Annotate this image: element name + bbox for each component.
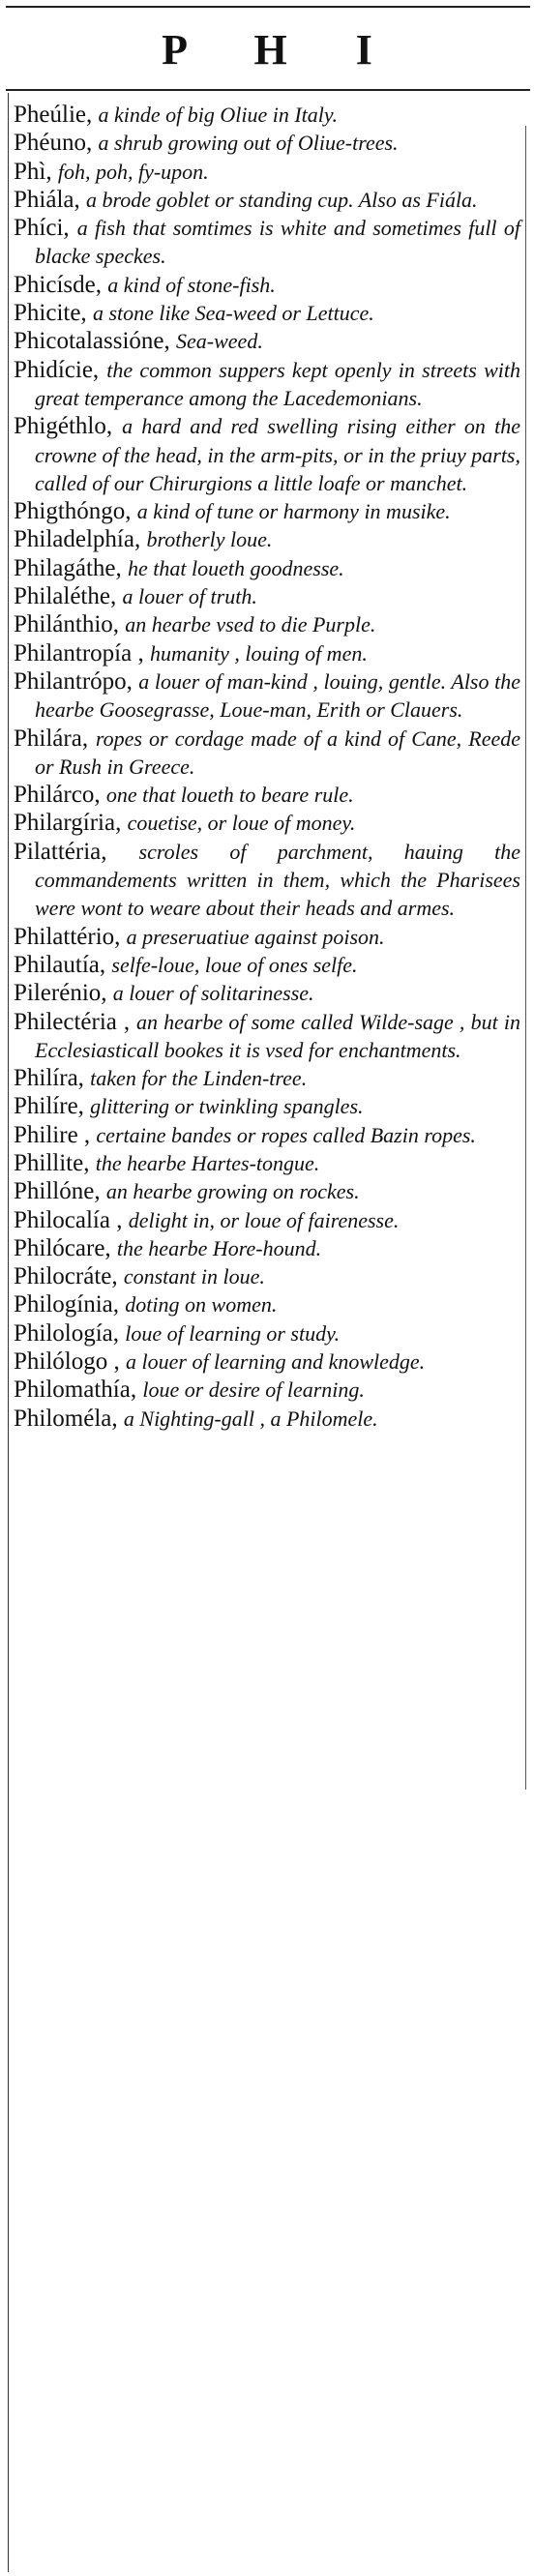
entry-definition: selfe-loue, loue of ones selfe. — [111, 952, 358, 977]
entry-definition: a louer of learning and knowledge. — [126, 1349, 426, 1375]
dictionary-entry — [14, 101, 520, 129]
top-rule — [6, 6, 530, 8]
dictionary-entry — [14, 1177, 520, 1205]
entry-headword: Phiála, — [14, 186, 86, 213]
dictionary-entry — [14, 554, 520, 582]
entry-definition: ropes or cordage made of a kind of Cane, Reede or Rush in Greece. — [35, 725, 520, 779]
right-margin-rule — [525, 126, 526, 1790]
entry-headword: Philíra, — [14, 1065, 91, 1092]
dictionary-entry — [14, 1149, 520, 1177]
entry-headword: Phicite, — [14, 300, 93, 327]
entry-headword: Philomathía, — [14, 1377, 143, 1404]
entry-headword: Philócare, — [14, 1234, 117, 1261]
entry-definition: a Nighting-gall , a Philomele. — [123, 1406, 378, 1431]
entry-definition: certaine bandes or ropes called Bazin ropes. — [96, 1122, 476, 1147]
entry-definition: a louer of man-kind , louing, gentle. Also the hearbe Goosegrasse, Loue-man, Erith or Clauers. — [35, 668, 520, 723]
entry-headword: Pheúlie, — [14, 102, 99, 128]
entry-headword: Philíre, — [14, 1093, 91, 1120]
entry-definition: a kind of stone-fish. — [107, 272, 276, 297]
entry-headword: Phéuno, — [14, 130, 99, 157]
entry-headword: Philectéria , — [14, 1008, 136, 1035]
entry-headword: Phillite, — [14, 1149, 96, 1176]
entry-definition: loue or desire of learning. — [142, 1377, 365, 1403]
dictionary-entry — [14, 497, 520, 525]
entry-headword: Philaléthe, — [14, 583, 123, 610]
entry-definition: a louer of truth. — [122, 584, 257, 609]
dictionary-entry — [14, 1319, 520, 1347]
entry-headword: Phicotalassióne, — [14, 328, 177, 355]
entry-definition: a brode goblet or standing cup. Also as Fiála. — [86, 187, 478, 212]
entry-definition: taken for the Linden-tree. — [90, 1066, 308, 1091]
left-margin-rule — [8, 93, 9, 2572]
entry-headword: Philantropía , — [14, 639, 150, 666]
entry-definition: delight in, or loue of fairenesse. — [128, 1207, 400, 1232]
dictionary-entry — [14, 129, 520, 157]
entry-headword: Philára, — [14, 725, 96, 752]
entry-headword: Philología, — [14, 1319, 126, 1347]
dictionary-entry — [14, 327, 520, 355]
dictionary-entry — [14, 1405, 520, 1433]
entry-definition: an hearbe vsed to die Purple. — [125, 612, 376, 637]
dictionary-entry — [14, 1008, 520, 1065]
entry-definition: foh, poh, fy-upon. — [57, 159, 209, 184]
dictionary-entry — [14, 1347, 520, 1376]
entry-headword: Phillóne, — [14, 1178, 106, 1205]
dictionary-entry — [14, 525, 520, 553]
dictionary-entry — [14, 582, 520, 610]
entry-headword: Phidície, — [14, 356, 107, 383]
entry-definition: the hearbe Hore-hound. — [116, 1235, 322, 1260]
entry-definition: a shrub growing out of Oliue-trees. — [98, 131, 399, 156]
entry-headword: Phigéthlo, — [14, 413, 123, 440]
entry-definition: a kind of tune or harmony in musike. — [136, 499, 451, 524]
entry-headword: Philocráte, — [14, 1263, 124, 1290]
dictionary-entry — [14, 781, 520, 809]
entry-headword: Philoméla, — [14, 1405, 124, 1432]
entry-headword: Phíci, — [14, 215, 77, 242]
dictionary-entry — [14, 158, 520, 186]
entry-headword: Philagáthe, — [14, 554, 129, 581]
dictionary-entry — [14, 1290, 520, 1318]
entry-definition: Sea-weed. — [176, 329, 263, 354]
entry-definition: couetise, or loue of money. — [127, 811, 356, 836]
entry-headword: Philárco, — [14, 782, 106, 809]
entry-definition: doting on women. — [125, 1292, 278, 1318]
dictionary-entry — [14, 1234, 520, 1262]
entry-definition: scroles of parchment, hauing the commandements written in them, which the Pharisees were wont to weare about their heads and armes. — [35, 839, 521, 921]
entry-headword: Pilattéria, — [14, 838, 139, 865]
dictionary-entry — [14, 1376, 520, 1404]
dictionary-entry — [14, 1064, 520, 1092]
entry-headword: Philautía, — [14, 951, 112, 978]
entry-headword: Phigthóngo, — [14, 498, 137, 525]
dictionary-entry — [14, 1121, 520, 1149]
dictionary-entry — [14, 214, 520, 271]
entry-definition: he that loueth goodnesse. — [128, 555, 344, 580]
dictionary-entry — [14, 979, 520, 1007]
dictionary-entry — [14, 725, 520, 782]
entry-headword: Philargíria, — [14, 810, 128, 837]
entry-headword: Philánthio, — [14, 611, 126, 638]
entry-list — [14, 101, 520, 1433]
entry-definition: a kinde of big Oliue in Italy. — [98, 103, 338, 127]
dictionary-entry — [14, 639, 520, 667]
dictionary-entry — [14, 412, 520, 497]
entry-headword: Phicísde, — [14, 271, 108, 298]
dictionary-entry — [14, 1092, 520, 1120]
entry-headword: Pilerénio, — [14, 980, 113, 1007]
entry-definition: a stone like Sea-weed or Lettuce. — [92, 301, 374, 326]
dictionary-entry — [14, 809, 520, 837]
entry-headword: Phì, — [14, 158, 58, 185]
dictionary-entry — [14, 838, 520, 923]
entry-definition: an hearbe growing on rockes. — [105, 1179, 360, 1204]
entry-definition: brotherly loue. — [146, 527, 273, 552]
entry-definition: constant in loue. — [123, 1264, 265, 1289]
header-rule — [6, 89, 530, 91]
entry-headword: Philogínia, — [14, 1291, 126, 1318]
entry-headword: Philocalía , — [14, 1206, 129, 1233]
page-header-title: P H I — [162, 26, 401, 74]
entry-definition: loue of learning or study. — [125, 1320, 341, 1346]
dictionary-entry — [14, 186, 520, 214]
dictionary-entry — [14, 923, 520, 951]
entry-definition: the common suppers kept openly in streets with great temperance among the Lacedemonians. — [35, 357, 520, 410]
dictionary-entry — [14, 356, 520, 413]
entry-definition: a fish that somtimes is white and sometimes full of blacke speckes. — [35, 216, 520, 269]
entry-headword: Philire , — [14, 1121, 97, 1148]
entry-headword: Philantrópo, — [14, 667, 139, 695]
entry-headword: Philólogo , — [14, 1348, 126, 1376]
dictionary-entry — [14, 1262, 520, 1290]
entry-definition: a preseruatiue against poison. — [126, 924, 385, 949]
dictionary-entry — [14, 1206, 520, 1234]
entry-headword: Philattério, — [14, 923, 127, 950]
dictionary-entry — [14, 610, 520, 638]
entry-definition: a hard and red swelling rising either on the crowne of the head, in the arm-pits, or in the priuy parts, called of our Chirurgions a little loafe or manchet. — [35, 414, 520, 495]
dictionary-entry — [14, 299, 520, 327]
entry-definition: a louer of solitarinesse. — [112, 981, 314, 1006]
entry-definition: glittering or twinkling spangles. — [90, 1094, 364, 1119]
dictionary-entry — [14, 271, 520, 299]
entry-definition: one that loueth to beare rule. — [105, 783, 354, 808]
dictionary-entry — [14, 667, 520, 725]
entry-definition: the hearbe Hartes-tongue. — [95, 1150, 320, 1175]
entry-definition: an hearbe of some called Wilde-sage , but in Ecclesiasticall bookes it is vsed for enchantments. — [35, 1009, 520, 1062]
entry-headword: Philadelphía, — [14, 526, 147, 553]
dictionary-entry — [14, 951, 520, 979]
entry-definition: humanity , louing of men. — [149, 640, 368, 666]
